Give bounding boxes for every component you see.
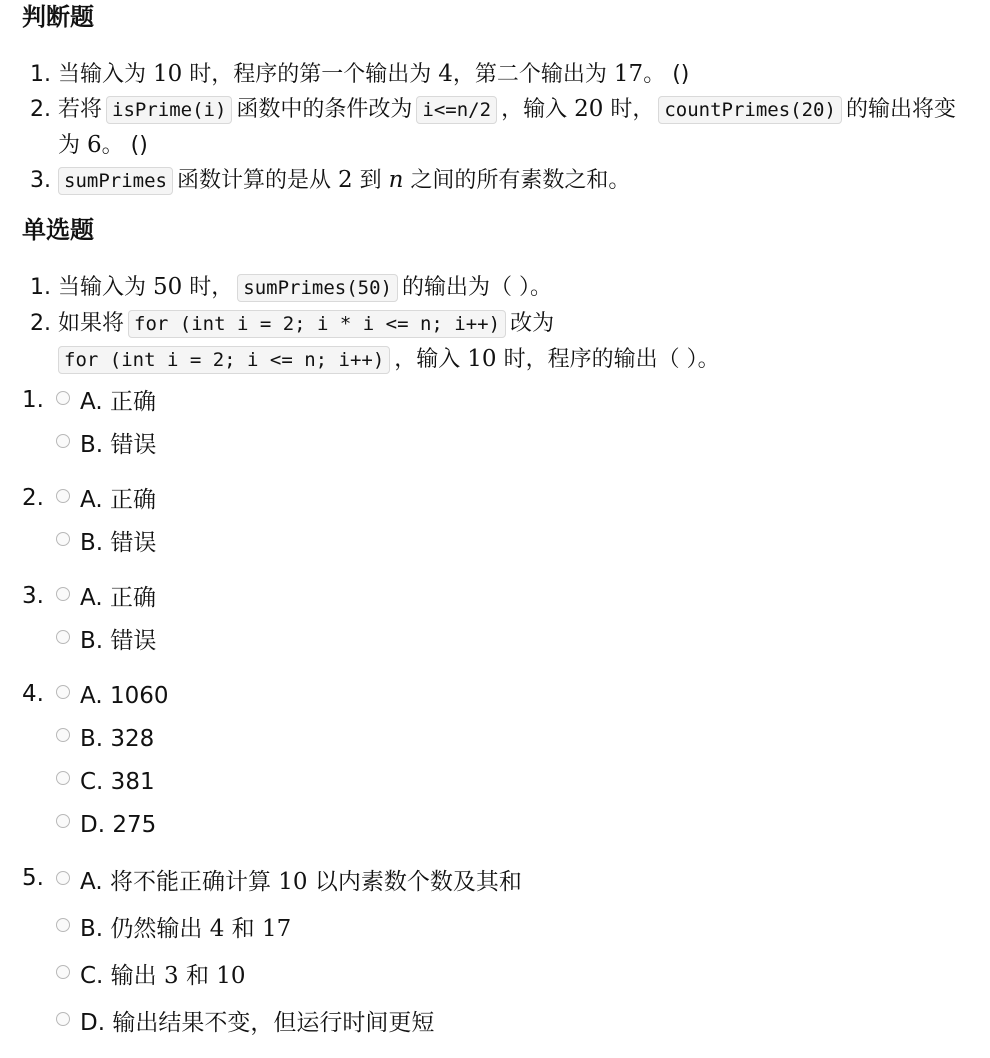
question-number: 2. xyxy=(30,97,51,122)
text-fragment: 之间的所有素数之和。 xyxy=(403,168,631,193)
question-number: 1. xyxy=(30,62,51,87)
radio-button[interactable] xyxy=(56,489,70,503)
inline-code: isPrime(i) xyxy=(106,96,232,124)
math-number: 20 xyxy=(574,96,604,122)
inline-code: countPrimes(20) xyxy=(658,96,842,124)
math-number: 10 xyxy=(153,61,183,87)
answer-option[interactable] xyxy=(56,760,970,803)
answer-option[interactable] xyxy=(56,380,970,423)
question-text xyxy=(58,168,630,193)
question-text xyxy=(58,97,956,158)
answer-group-1 xyxy=(0,380,970,466)
text-fragment: 到 xyxy=(352,168,389,193)
answer-group-3 xyxy=(0,576,970,662)
question-text xyxy=(58,311,720,372)
radio-button[interactable] xyxy=(56,532,70,546)
text-fragment: D. 输出结果不变，但运行时间更短 xyxy=(80,1009,435,1036)
text-fragment: 和 xyxy=(224,915,262,942)
text-fragment: 时， xyxy=(182,275,234,300)
question-number: 2. xyxy=(30,311,51,336)
text-fragment: 。 () xyxy=(643,62,690,87)
radio-button[interactable] xyxy=(56,871,70,885)
question-text xyxy=(58,275,552,300)
math-number: 4 xyxy=(438,61,453,87)
math-number: 3 xyxy=(164,962,179,989)
radio-button[interactable] xyxy=(56,630,70,644)
math-number: 4 xyxy=(209,915,225,942)
radio-button[interactable] xyxy=(56,1012,70,1026)
text-fragment: 时，程序的第一个输出为 xyxy=(182,62,439,87)
answer-group-number: 4. xyxy=(22,681,44,707)
answer-group-number: 5. xyxy=(22,865,44,891)
text-fragment: 。 () xyxy=(101,133,148,158)
answer-option[interactable] xyxy=(56,952,970,999)
text-fragment: 和 xyxy=(178,962,217,989)
math-number: 6 xyxy=(87,132,102,158)
answer-group-5 xyxy=(0,858,970,1046)
tf-question-3 xyxy=(0,163,970,199)
radio-button[interactable] xyxy=(56,434,70,448)
radio-button[interactable] xyxy=(56,587,70,601)
math-number: 17 xyxy=(613,61,644,87)
math-number: 10 xyxy=(216,962,246,989)
question-text xyxy=(58,62,689,87)
option-label xyxy=(80,961,246,991)
text-fragment: ，输入 xyxy=(394,347,468,372)
radio-button[interactable] xyxy=(56,685,70,699)
tf-question-1 xyxy=(0,57,970,92)
radio-button[interactable] xyxy=(56,728,70,742)
text-fragment: A. 将不能正确计算 xyxy=(80,868,279,895)
question-number: 1. xyxy=(30,275,51,300)
math-number: 17 xyxy=(261,915,292,942)
question-number: 3. xyxy=(30,168,51,193)
math-number: 10 xyxy=(278,868,308,895)
radio-button[interactable] xyxy=(56,391,70,405)
section-title-true-false: 判断题 xyxy=(22,3,94,31)
mc-question-2 xyxy=(0,306,970,378)
text-fragment: 时，程序的输出（ ）。 xyxy=(496,347,720,372)
answer-group-number: 2. xyxy=(22,485,44,511)
multiple-choice-question-list xyxy=(0,270,970,378)
answer-sheet xyxy=(0,380,970,1058)
option-label: B. 错误 xyxy=(80,627,157,654)
answer-option[interactable] xyxy=(56,521,970,564)
answer-option[interactable] xyxy=(56,999,970,1046)
true-false-question-list xyxy=(0,57,970,199)
text-fragment: C. 输出 xyxy=(80,962,164,989)
text-fragment: ，第二个输出为 xyxy=(452,62,614,87)
answer-option[interactable] xyxy=(56,478,970,521)
section-title-multiple-choice: 单选题 xyxy=(22,216,94,244)
radio-button[interactable] xyxy=(56,918,70,932)
answer-option[interactable] xyxy=(56,674,970,717)
text-fragment: 当输入为 xyxy=(58,62,153,87)
inline-code: for (int i = 2; i * i <= n; i++) xyxy=(128,310,506,338)
text-fragment: 的输出为（ ）。 xyxy=(402,275,552,300)
option-label: B. 错误 xyxy=(80,529,157,556)
answer-option[interactable] xyxy=(56,423,970,466)
mc-question-1 xyxy=(0,270,970,306)
math-number: 2 xyxy=(337,167,353,193)
option-label: D. 275 xyxy=(80,811,157,838)
answer-group-number: 1. xyxy=(22,387,44,413)
option-label: A. 正确 xyxy=(80,486,156,513)
answer-option[interactable] xyxy=(56,905,970,952)
text-fragment: 如果将 xyxy=(58,311,125,336)
text-fragment: 当输入为 xyxy=(58,275,153,300)
answer-group-4 xyxy=(0,674,970,846)
inline-code: sumPrimes xyxy=(58,167,173,195)
radio-button[interactable] xyxy=(56,814,70,828)
text-fragment: 函数中的条件改为 xyxy=(236,97,413,122)
option-label: B. 328 xyxy=(80,725,155,752)
math-variable: n xyxy=(388,167,404,193)
math-number: 50 xyxy=(153,274,183,300)
option-label: A. 1060 xyxy=(80,682,169,709)
inline-code: sumPrimes(50) xyxy=(237,274,398,302)
text-fragment: 以内素数个数及其和 xyxy=(307,868,522,895)
answer-option[interactable] xyxy=(56,858,970,905)
option-label xyxy=(80,867,522,897)
answer-option[interactable] xyxy=(56,619,970,662)
option-label: A. 正确 xyxy=(80,388,156,415)
answer-option[interactable] xyxy=(56,803,970,846)
text-fragment: 的输出将变为 xyxy=(58,97,956,158)
answer-option[interactable] xyxy=(56,576,970,619)
text-fragment: 时， xyxy=(603,97,655,122)
math-number: 10 xyxy=(467,346,497,372)
text-fragment: B. 仍然输出 xyxy=(80,915,210,942)
inline-code: i<=n/2 xyxy=(416,96,497,124)
answer-option[interactable] xyxy=(56,717,970,760)
radio-button[interactable] xyxy=(56,965,70,979)
text-fragment: ，输入 xyxy=(501,97,575,122)
option-label: B. 错误 xyxy=(80,431,157,458)
text-fragment: 函数计算的是从 xyxy=(176,168,338,193)
option-label xyxy=(80,1008,434,1038)
tf-question-2 xyxy=(0,92,970,163)
text-fragment: 改为 xyxy=(510,311,555,336)
radio-button[interactable] xyxy=(56,771,70,785)
option-label: C. 381 xyxy=(80,768,155,795)
inline-code: for (int i = 2; i <= n; i++) xyxy=(58,346,390,374)
option-label: A. 正确 xyxy=(80,584,156,611)
answer-group-number: 3. xyxy=(22,583,44,609)
text-fragment: 若将 xyxy=(58,97,103,122)
option-label xyxy=(80,914,291,944)
answer-group-2 xyxy=(0,478,970,564)
